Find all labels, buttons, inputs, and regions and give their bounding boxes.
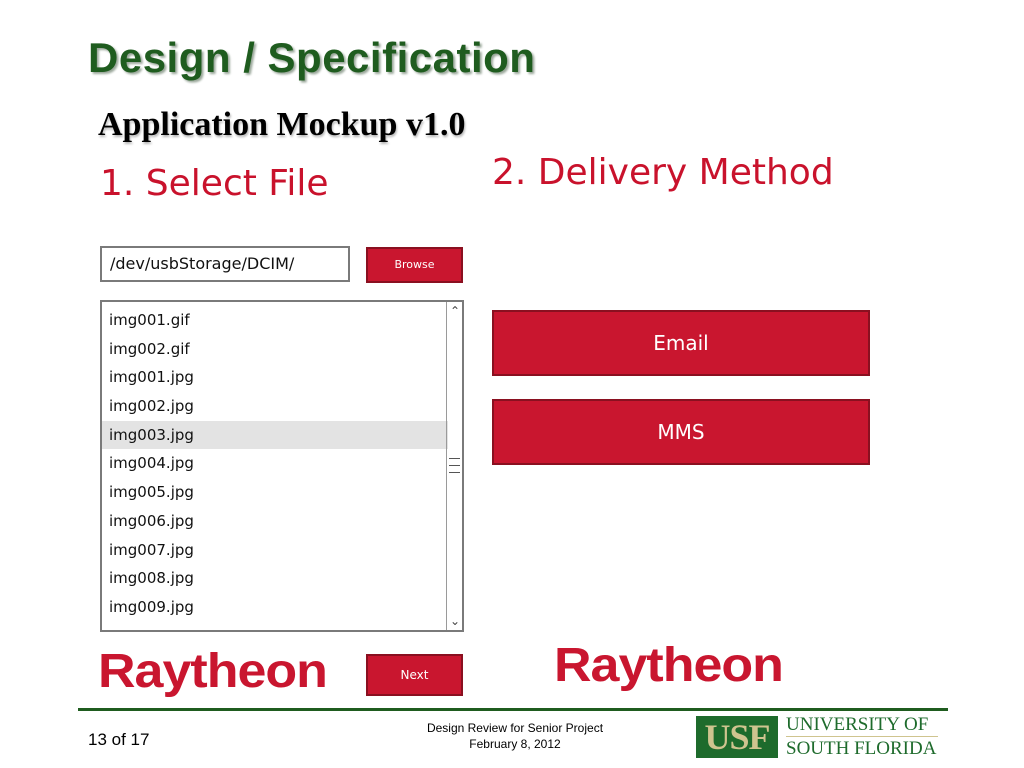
page-number: 13 of 17 <box>88 730 150 749</box>
raytheon-logo-right: Raytheon <box>554 638 783 693</box>
file-list-item[interactable]: img007.jpg <box>109 540 194 559</box>
email-button[interactable]: Email <box>492 310 870 376</box>
file-list-item[interactable]: img002.gif <box>109 339 190 358</box>
file-list-item[interactable]: img003.jpg <box>102 421 448 450</box>
file-list-item[interactable]: img008.jpg <box>109 569 194 588</box>
select-file-heading: 1. Select File <box>100 163 329 204</box>
usf-logo <box>696 714 942 758</box>
file-list-scrollbar[interactable] <box>446 302 462 630</box>
file-list-items <box>102 306 448 622</box>
chevron-up-icon[interactable]: ⌃ <box>449 304 461 318</box>
file-path-input[interactable]: /dev/usbStorage/DCIM/ <box>100 246 350 282</box>
file-list-item[interactable]: img005.jpg <box>109 483 194 502</box>
browse-button[interactable]: Browse <box>366 247 463 283</box>
chevron-down-icon[interactable]: ⌄ <box>449 614 461 628</box>
file-list-item[interactable]: img001.gif <box>109 311 190 329</box>
usf-logo-rule <box>786 736 938 737</box>
usf-abbrev-box: USF <box>696 716 778 758</box>
mms-button[interactable]: MMS <box>492 399 870 465</box>
raytheon-logo-left: Raytheon <box>98 644 327 699</box>
file-list[interactable] <box>100 300 464 632</box>
review-date: February 8, 2012 <box>469 737 561 751</box>
file-list-item[interactable]: img002.jpg <box>109 397 194 416</box>
file-list-item[interactable]: img009.jpg <box>109 597 194 616</box>
footer-caption <box>380 720 650 752</box>
file-list-item[interactable]: img006.jpg <box>109 511 194 530</box>
scroll-thumb[interactable] <box>449 452 460 480</box>
review-title: Design Review for Senior Project <box>426 721 604 735</box>
delivery-method-heading: 2. Delivery Method <box>492 152 834 193</box>
slide-subtitle: Application Mockup v1.0 <box>98 106 466 143</box>
slide-title: Design / Specification <box>88 34 536 81</box>
file-list-item[interactable]: img001.jpg <box>109 368 194 387</box>
next-button[interactable]: Next <box>366 654 463 696</box>
file-list-item[interactable]: img004.jpg <box>109 454 194 473</box>
usf-name-line2: SOUTH FLORIDA <box>786 738 937 759</box>
footer-divider <box>78 708 948 711</box>
usf-name-line1: UNIVERSITY OF <box>786 714 929 735</box>
